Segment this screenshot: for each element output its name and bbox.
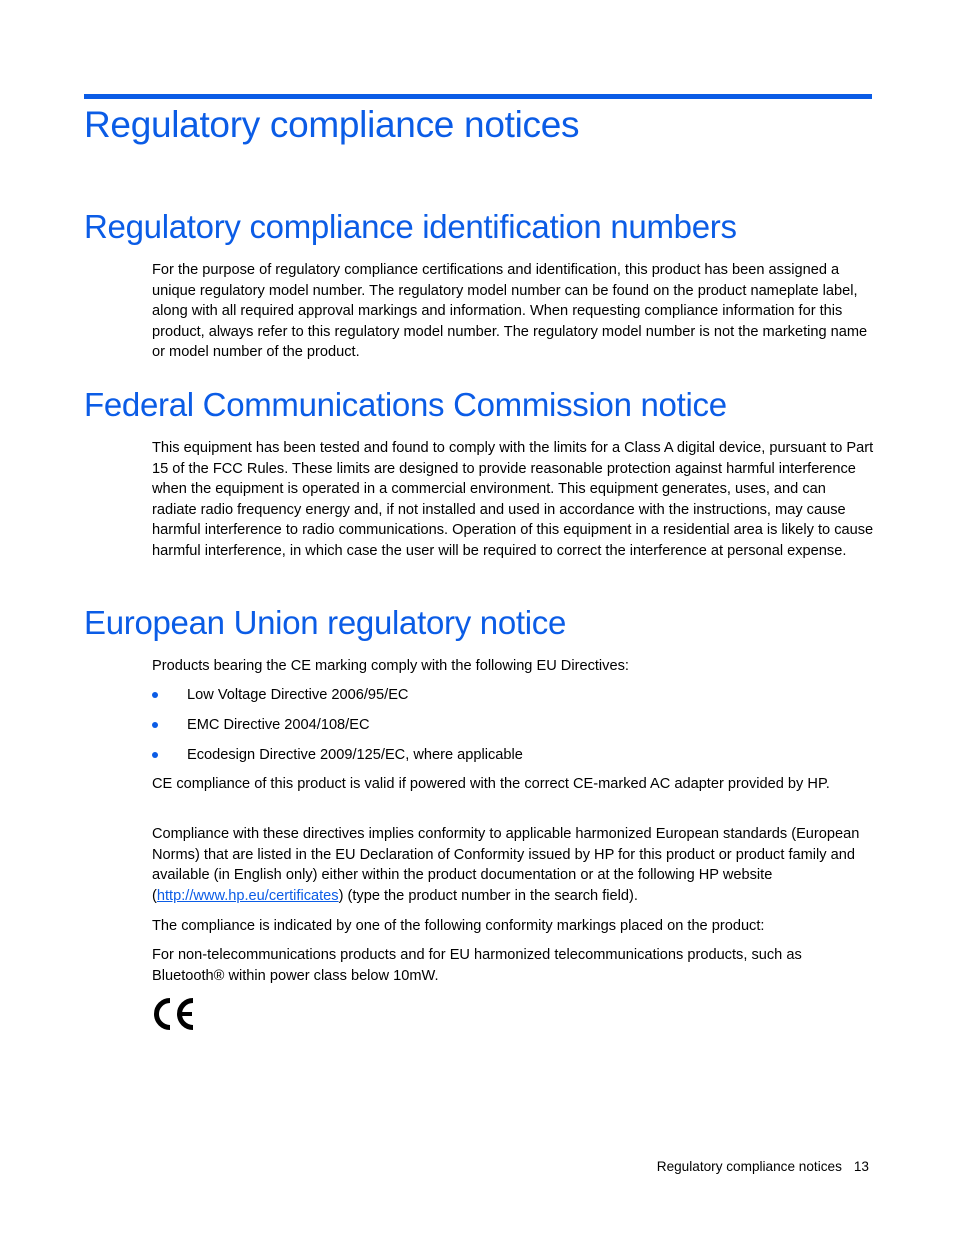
- ce-mark-icon: [151, 997, 197, 1031]
- section-title-eu: European Union regulatory notice: [84, 604, 567, 641]
- list-item-text: Ecodesign Directive 2009/125/EC, where applicable: [187, 747, 523, 763]
- chapter-title: Regulatory compliance notices: [84, 104, 580, 145]
- chapter-top-rule: [84, 94, 872, 99]
- conformity-text-after: ) (type the product number in the search field).: [338, 887, 638, 904]
- section-title-fcc: Federal Communications Commission notice: [84, 386, 727, 423]
- ce-adapter-paragraph: CE compliance of this product is valid if powered with the correct CE-marked AC adapter provided by HP.: [152, 776, 830, 792]
- page-number: 13: [853, 1159, 869, 1174]
- page-footer: [657, 1159, 869, 1174]
- certificates-link[interactable]: http://www.hp.eu/certificates: [156, 887, 339, 904]
- identification-paragraph: For the purpose of regulatory compliance certifications and identification, this product has been assigned a unique regulatory model number. The regulatory model number can be found on the product nameplate label, along with all required approval markings and information. When requesting compliance information for this product, always refer to this regulatory model number. The regulatory model number is not the marketing name or model number of the product.: [152, 262, 868, 361]
- list-item-text: EMC Directive 2004/108/EC: [187, 717, 370, 733]
- bullet-dot-icon: [152, 752, 158, 758]
- conformity-paragraph: [152, 824, 874, 906]
- conformity-text-before: Compliance with these directives implies conformity to applicable harmonized European standards (European Norms) that are listed in the EU Declaration of Conformity issued by HP for this product or product family and available (in English only) either within the product documentation or at the following HP website (: [152, 826, 860, 904]
- markings-paragraph: The compliance is indicated by one of the following conformity markings placed on the product:: [152, 918, 765, 934]
- fcc-paragraph: This equipment has been tested and found to comply with the limits for a Class A digital device, pursuant to Part 15 of the FCC Rules. These limits are designed to provide reasonable protection against harmful interference when the equipment is operated in a commercial environment. This equipment generates, uses, and can radiate radio frequency energy and, if not installed and used in accordance with the instructions, may cause harmful interference to radio communications. Operation of this equipment in a residential area is likely to cause harmful interference, in which case the user will be required to correct the interference at personal expense.: [152, 440, 874, 559]
- eu-intro-paragraph: Products bearing the CE marking comply with the following EU Directives:: [152, 658, 629, 674]
- footer-label: Regulatory compliance notices: [656, 1159, 842, 1174]
- list-item-text: Low Voltage Directive 2006/95/EC: [187, 687, 409, 703]
- section-title-identification: Regulatory compliance identification numbers: [84, 208, 737, 245]
- telecom-paragraph: For non-telecommunications products and for EU harmonized telecommunications products, such as Bluetooth® within power class below 10mW.: [152, 947, 802, 984]
- bullet-dot-icon: [152, 692, 158, 698]
- bullet-dot-icon: [152, 722, 158, 728]
